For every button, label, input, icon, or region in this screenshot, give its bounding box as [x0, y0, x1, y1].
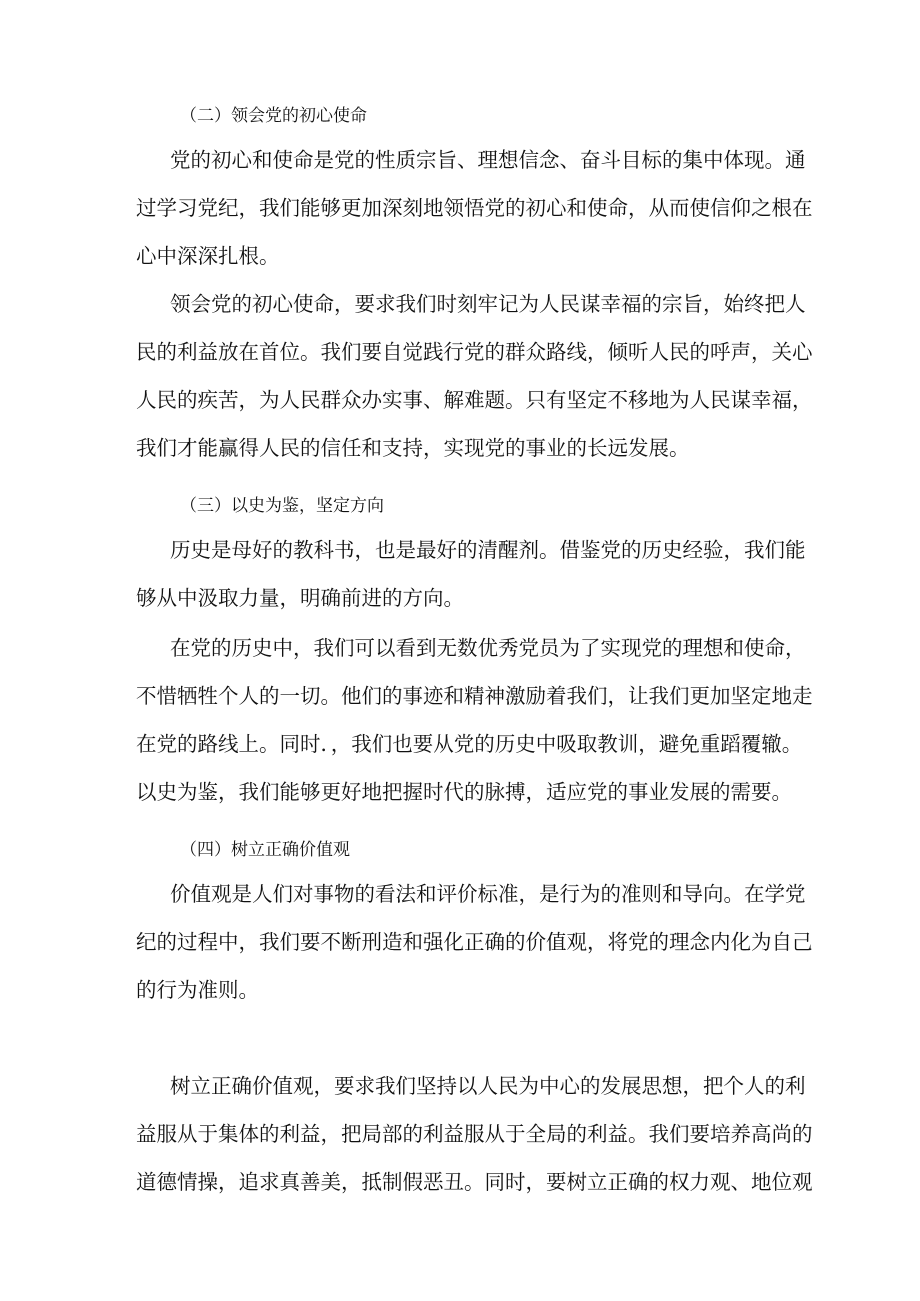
paragraph-line: 道德情操，追求真善美，抵制假恶丑。同时，要树立正确的权力观、地位观	[136, 1170, 813, 1194]
paragraph-line: 人民的疾苦，为人民群众办实事、解难题。只有坚定不移地为人民谋幸福，	[136, 388, 813, 412]
paragraph-line: 心中深深扎根。	[136, 244, 280, 268]
paragraph	[136, 526, 806, 622]
section-heading: （三）以史为鉴，坚定方向	[180, 496, 384, 516]
paragraph-line: 不惜牺牲个人的一切。他们的事迹和精神激励着我们，让我们更加坚定地走	[136, 684, 813, 708]
paragraph	[136, 136, 813, 280]
paragraph	[136, 280, 813, 472]
paragraph	[136, 870, 813, 1014]
paragraph-line: 以史为鉴，我们能够更好地把握时代的脉搏，适应党的事业发展的需要。	[136, 780, 792, 804]
paragraph	[136, 624, 813, 816]
paragraph-line: 的行为准则。	[136, 978, 259, 1002]
paragraph-line: 民的利益放在首位。我们要自觉践行党的群众路线，倾听人民的呼声，关心	[136, 340, 813, 364]
paragraph-line: 树立正确价值观，要求我们坚持以人民为中心的发展思想，把个人的利	[170, 1074, 806, 1098]
paragraph-line: 益服从于集体的利益，把局部的利益服从于全局的利益。我们要培养高尚的	[136, 1122, 813, 1146]
paragraph-line: 领会党的初心使命，要求我们时刻牢记为人民谋幸福的宗旨，始终把人	[170, 292, 806, 316]
paragraph-line: 党的初心和使命是党的性质宗旨、理想信念、奋斗目标的集中体现。通	[170, 148, 806, 172]
section-heading: （二）领会党的初心使命	[180, 106, 367, 126]
paragraph-line: 价值观是人们对事物的看法和评价标准，是行为的准则和导向。在学党	[170, 882, 806, 906]
paragraph-line: 历史是母好的教科书，也是最好的清醒剂。借鉴党的历史经验，我们能	[170, 538, 806, 562]
paragraph-line: 纪的过程中，我们要不断刑造和强化正确的价值观，将党的理念内化为自己	[136, 930, 813, 954]
paragraph-line: 在党的历史中，我们可以看到无数优秀党员为了实现党的理想和使命，	[170, 636, 806, 660]
paragraph-line: 我们才能赢得人民的信任和支持，实现党的事业的长远发展。	[136, 436, 690, 460]
paragraph-line: 过学习党纪，我们能够更加深刻地领悟党的初心和使命，从而使信仰之根在	[136, 196, 813, 220]
section-heading: （四）树立正确价值观	[180, 840, 350, 860]
paragraph-line: 在党的路线上。同时．，我们也要从党的历史中吸取教训，避免重蹈覆辙。	[136, 732, 803, 756]
paragraph	[136, 1062, 813, 1206]
paragraph-line: 够从中汲取力量，明确前进的方向。	[136, 586, 464, 610]
